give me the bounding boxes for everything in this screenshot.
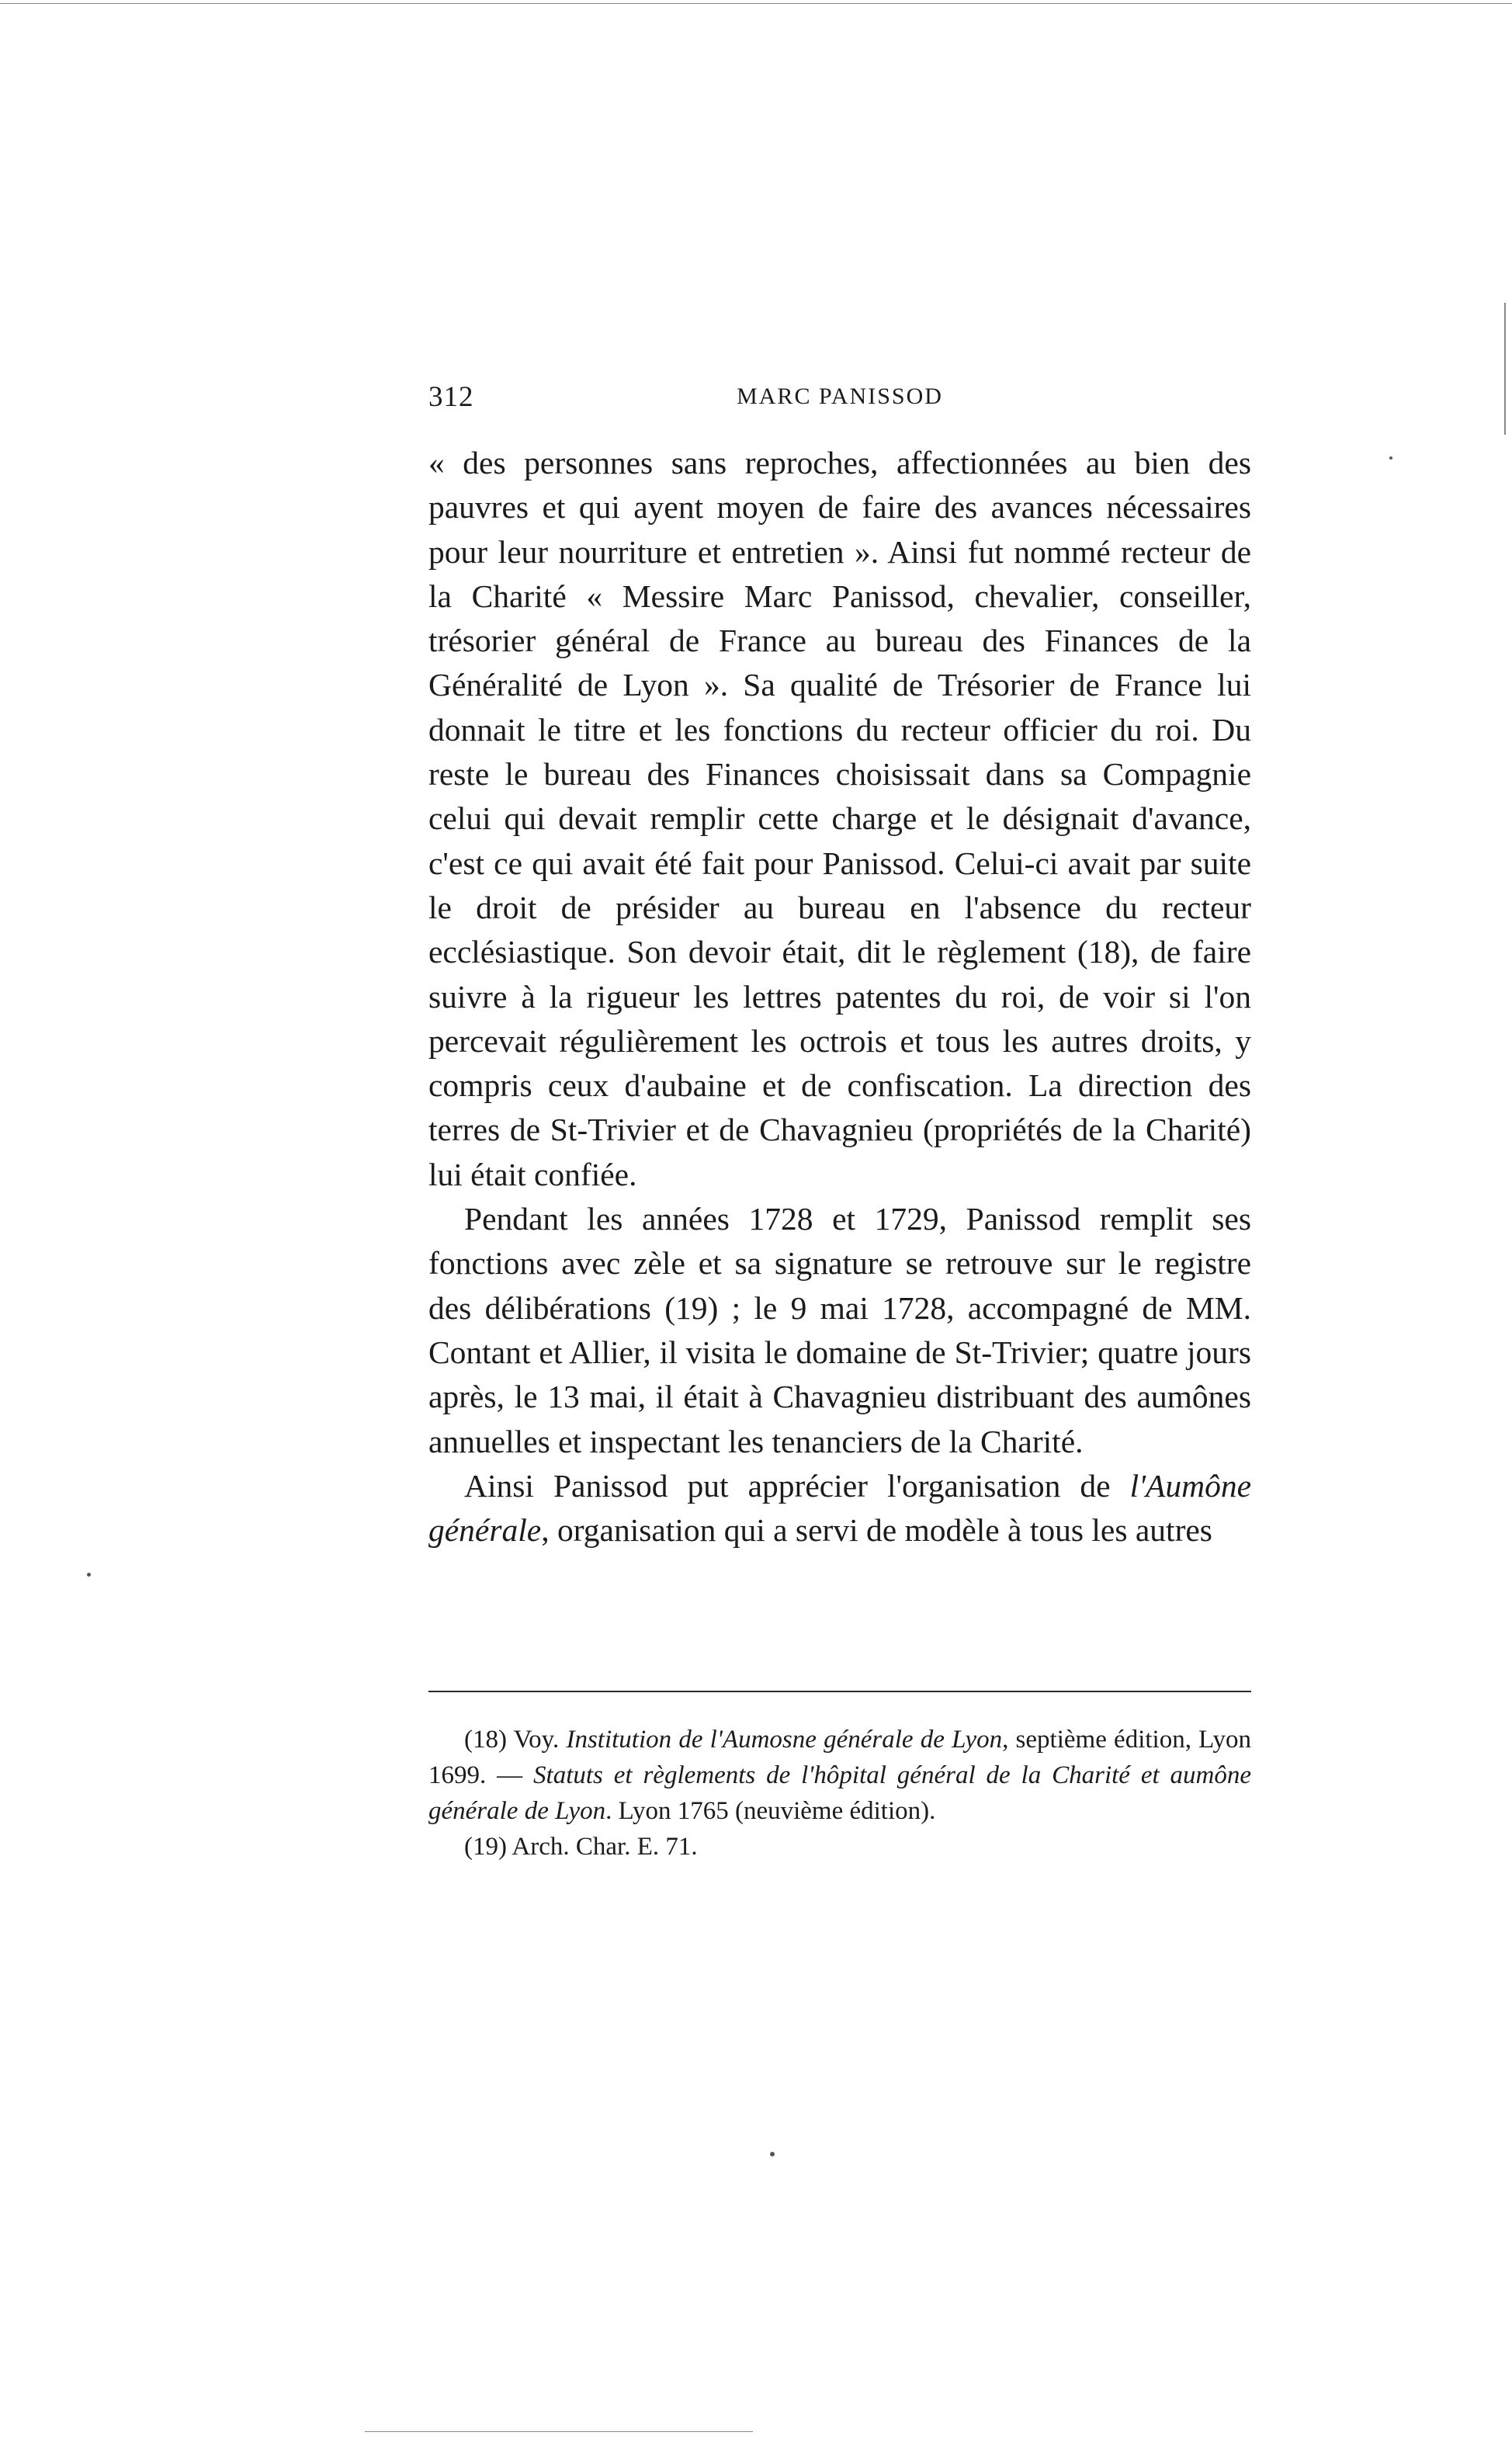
page-header <box>428 380 1251 419</box>
paragraph-3 <box>428 1464 1251 1553</box>
footnote-18 <box>428 1722 1251 1829</box>
footnote-divider <box>428 1691 1251 1692</box>
footnotes <box>428 1722 1251 1865</box>
page-number: 312 <box>428 381 474 413</box>
footnote-18-number: (18) Voy. <box>464 1726 567 1754</box>
paragraph-3-start: Ainsi Panissod put apprécier l'organisation de <box>464 1467 1130 1504</box>
scan-edge-bottom <box>365 2431 753 2432</box>
scan-speck <box>87 1573 91 1577</box>
footnote-19: (19) Arch. Char. E. 71. <box>464 1833 698 1861</box>
paragraph-1: « des personnes sans reproches, affectionnées au bien des pauvres et qui ayent moyen de faire des avances nécessaires pour leur nourriture et entretien ». Ainsi fut nommé recteur de la Charité « Messire Marc Panissod, chevalier, conseiller, trésorier général de France au bureau des Finances de la Généralité de Lyon ». Sa qualité de Trésorier de France lui donnait le titre et les fonctions du recteur officier du roi. Du reste le bureau des Finances choisissait dans sa Compagnie celui qui devait remplir cette charge et le désignait d'avance, c'est ce qui avait été fait pour Panissod. Celui-ci avait par suite le droit de présider au bureau en l'absence du recteur ecclésiastique. Son devoir était, dit le règlement (18), de faire suivre à la rigueur les lettres patentes du roi, de voir si l'on percevait régulièrement les octrois et tous les autres droits, y compris ceux d'aubaine et de confiscation. La direction des terres de St-Trivier et de Chavagnieu (propriétés de la Charité) lui était confiée. <box>428 445 1251 1192</box>
footnote-18-text-2: . Lyon 1765 (neuvième édition). <box>605 1797 936 1825</box>
running-head: MARC PANISSOD <box>737 383 943 409</box>
scan-edge-right-mark <box>1504 303 1506 435</box>
footnote-18-title-2: Statuts et règlements de l'hôpital général de la Charité et aumône générale de Lyon <box>428 1761 1251 1825</box>
footnote-18-title-1: Institution de l'Aumosne générale de Lyon <box>566 1726 1003 1754</box>
scan-speck <box>770 2152 775 2156</box>
paragraph-3-end: , organisation qui a servi de modèle à tous les autres <box>541 1512 1212 1549</box>
scan-edge-top <box>0 3 1512 4</box>
main-text <box>428 441 1251 1553</box>
scan-speck <box>1389 456 1392 460</box>
footnote-18-text-1: , septième édition, Lyon 1699. — <box>428 1726 1251 1789</box>
paragraph-3-italic: l'Aumône générale <box>428 1467 1251 1549</box>
paragraph-2: Pendant les années 1728 et 1729, Panissod remplit ses fonctions avec zèle et sa signature se retrouve sur le registre des délibérations (19) ; le 9 mai 1728, accompagné de MM. Contant et Allier, il visita le domaine de St-Trivier; quatre jours après, le 13 mai, il était à Chavagnieu distribuant des aumônes annuelles et inspectant les tenanciers de la Charité. <box>428 1201 1251 1459</box>
